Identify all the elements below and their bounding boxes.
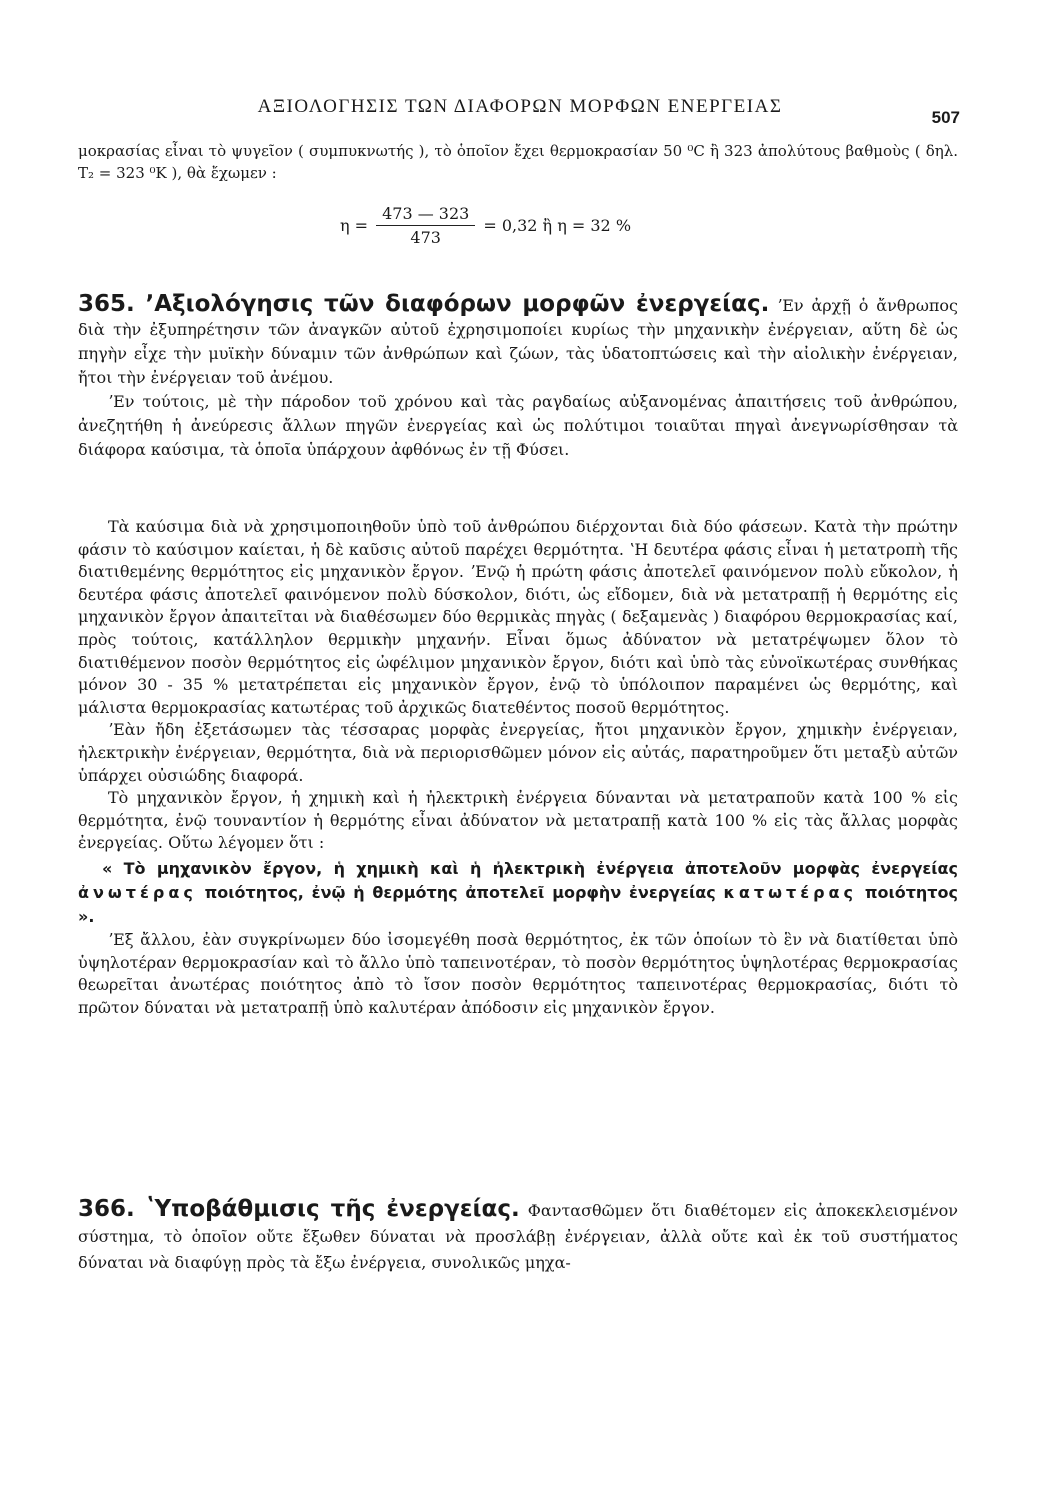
emph-spaced-1: ἀνωτέρας — [78, 882, 197, 902]
section-365-para-5: Τὸ μηχανικὸν ἔργον, ἡ χημικὴ καὶ ἡ ἠλεκτρικὴ ἐνέργεια δύνανται νὰ μετατραποῦν κατὰ 100 % εἰς θερμότητα, ἐνῷ τουναντίον ἡ θερμότης εἶναι ἀδύνατον νὰ μετατραπῇ κατὰ 100 % εἰς τὰς ἄλλας μορφὰς ἐνεργείας. Οὕτω λέγομεν ὅτι : — [78, 788, 958, 853]
formula-denominator: 473 — [410, 228, 441, 247]
emph-part-3: ποιότητος ». — [78, 882, 958, 926]
running-title: ΑΞΙΟΛΟΓΗΣΙΣ ΤΩΝ ΔΙΑΦΟΡΩΝ ΜΟΡΦΩΝ ΕΝΕΡΓΕΙΑΣ — [257, 96, 783, 117]
section-366-heading: 366. ʽΥποβάθμισις τῆς ἐνεργείας. — [78, 1196, 520, 1222]
section-365-para-1 — [78, 292, 958, 390]
formula-rhs: = 0,32 ἢ η = 32 % — [483, 216, 632, 235]
section-365-para-2: ʼΕν τούτοις, μὲ τὴν πάροδον τοῦ χρόνου καὶ τὰς ραγδαίως αὐξανομένας ἀπαιτήσεις τοῦ ἀνθρώπου, ἀνεζητήθη ἡ ἀνεύρεσις ἄλλων πηγῶν ἐνεργείας καὶ ὡς πολύτιμοι τοιαῦται πηγαὶ ἀνεγνωρίσθησαν τὰ διάφορα καύσιμα, τὰ ὁποῖα ὑπάρχουν ἀφθόνως ἐν τῇ Φύσει. — [78, 392, 958, 459]
section-365 — [78, 292, 958, 462]
section-365-para-3: Τὰ καύσιμα διὰ νὰ χρησιμοποιηθοῦν ὑπὸ τοῦ ἀνθρώπου διέρχονται διὰ δύο φάσεων. Κατὰ τὴν πρώτην φάσιν τὸ καύσιμον καίεται, ἡ δὲ καῦσις αὐτοῦ παρέχει θερμότητα. ʽΗ δευτέρα φάσις εἶναι ἡ μετατροπὴ τῆς διατιθεμένης θερμότητος εἰς μηχανικὸν ἔργον. ʼΕνῷ ἡ πρώτη φάσις ἀποτελεῖ φαινόμενον πολὺ εὔκολον, ἡ δευτέρα φάσις ἀποτελεῖ φαινόμενον πολὺ δύσκολον, διότι, ὡς εἴδομεν, διὰ νὰ μετατραπῇ ἡ θερμότης εἰς μηχανικὸν ἔργον ἀπαιτεῖται νὰ διαθέσωμεν δύο θερμικὰς πηγὰς ( δεξαμενὰς ) διαφόρου θερμοκρασίας καί, πρὸς τούτοις, κατάλληλον θερμικὴν μηχανήν. Εἶναι ὅμως ἀδύνατον νὰ μετατρέψωμεν ὅλον τὸ διατιθέμενον ποσὸν θερμότητος εἰς ὠφέλιμον μηχανικὸν ἔργον, διότι καὶ ὑπὸ τὰς εὐνοϊκωτέρας συνθήκας μόνον 30 - 35 % μετατρέπεται εἰς μηχανικὸν ἔργον, ἐνῷ τὸ ὑπόλοιπον παραμένει ὡς θερμότης, καὶ μάλιστα θερμοκρασίας κατωτέρας τοῦ ἀρχικῶς διατεθέντος ποσοῦ θερμότητος. — [78, 517, 958, 717]
emphasized-statement — [78, 857, 958, 929]
intro-text: μοκρασίας εἶναι τὸ ψυγεῖον ( συμπυκνωτής ), τὸ ὁποῖον ἔχει θερμοκρασίαν 50 ⁰C ἢ 323 ἀπολύτους βαθμοὺς ( δηλ. T₂ = 323 ⁰K ), θὰ ἔχωμεν : — [78, 142, 958, 182]
emph-part-2: ποιότητος, ἐνῷ ἡ θερμότης ἀποτελεῖ μορφὴν ἐνεργείας — [196, 882, 724, 902]
section-365-continued — [78, 516, 958, 1019]
emph-part-1: « Τὸ μηχανικὸν ἔργον, ἡ χημικὴ καὶ ἡ ἠλεκτρικὴ ἐνέργεια ἀποτελοῦν μορφὰς ἐνεργείας — [102, 858, 958, 878]
section-366-text: Φαντασθῶμεν ὅτι διαθέτομεν εἰς ἀποκεκλεισμένον σύστημα, τὸ ὁποῖον οὔτε ἔξωθεν δύναται νὰ προσλάβῃ ἐνέργειαν, ἀλλὰ οὔτε καὶ ἐκ τοῦ συστήματος δύναται νὰ διαφύγῃ πρὸς τὰ ἔξω ἐνέργεια, συνολικῶς μηχα- — [78, 1201, 958, 1272]
section-365-heading: 365. ʼΑξιολόγησις τῶν διαφόρων μορφῶν ἐνεργείας. — [78, 291, 770, 317]
section-366 — [78, 1196, 958, 1276]
formula-lhs: η = — [340, 216, 369, 235]
formula-numerator: 473 — 323 — [376, 204, 475, 226]
emph-spaced-2: κατωτέρας — [723, 882, 858, 902]
formula-fraction — [376, 204, 475, 247]
section-366-para-1 — [78, 1196, 958, 1276]
section-365-para-4: ʼΕὰν ἤδη ἐξετάσωμεν τὰς τέσσαρας μορφὰς ἐνεργείας, ἤτοι μηχανικὸν ἔργον, χημικὴν ἐνέργειαν, ἠλεκτρικὴν ἐνέργειαν, θερμότητα, διὰ νὰ περιορισθῶμεν μόνον εἰς αὐτάς, παρατηροῦμεν ὅτι μεταξὺ αὐτῶν ὑπάρχει οὐσιώδης διαφορά. — [78, 720, 958, 785]
efficiency-formula — [340, 204, 631, 247]
section-365-para-6: ʼΕξ ἄλλου, ἐὰν συγκρίνωμεν δύο ἰσομεγέθη ποσὰ θερμότητος, ἐκ τῶν ὁποίων τὸ ἓν νὰ διατίθεται ὑπὸ ὑψηλοτέραν θερμοκρασίαν καὶ τὸ ἄλλο ὑπὸ ταπεινοτέραν, τὸ ποσὸν θερμότητος ὑψηλοτέρας θερμοκρασίας θεωρεῖται ἀνωτέρας ποιότητος ἀπὸ τὸ ἴσον ποσὸν θερμότητος ταπεινοτέρας θερμοκρασίας, διότι τὸ πρῶτον δύναται νὰ μετατραπῇ ὑπὸ καλυτέραν ἀπόδοσιν εἰς μηχανικὸν ἔργον. — [78, 929, 958, 1017]
section-365-para-1-text: ʼΕν ἀρχῇ ὁ ἄνθρωπος διὰ τὴν ἐξυπηρέτησιν τῶν ἀναγκῶν αὐτοῦ ἐχρησιμοποίει κυρίως τὴν μηχανικὴν ἐνέργειαν, αὕτη δὲ ὡς πηγὴν εἶχε τὴν μυϊκὴν δύναμιν τῶν ἀνθρώπων καὶ ζώων, τὰς ὑδατοπτώσεις καὶ τὴν αἰολικὴν ἐνέργειαν, ἤτοι τὴν ἐνέργειαν τοῦ ἀνέμου. — [78, 296, 958, 387]
page-number: 507 — [931, 108, 960, 127]
intro-paragraph — [78, 140, 958, 184]
